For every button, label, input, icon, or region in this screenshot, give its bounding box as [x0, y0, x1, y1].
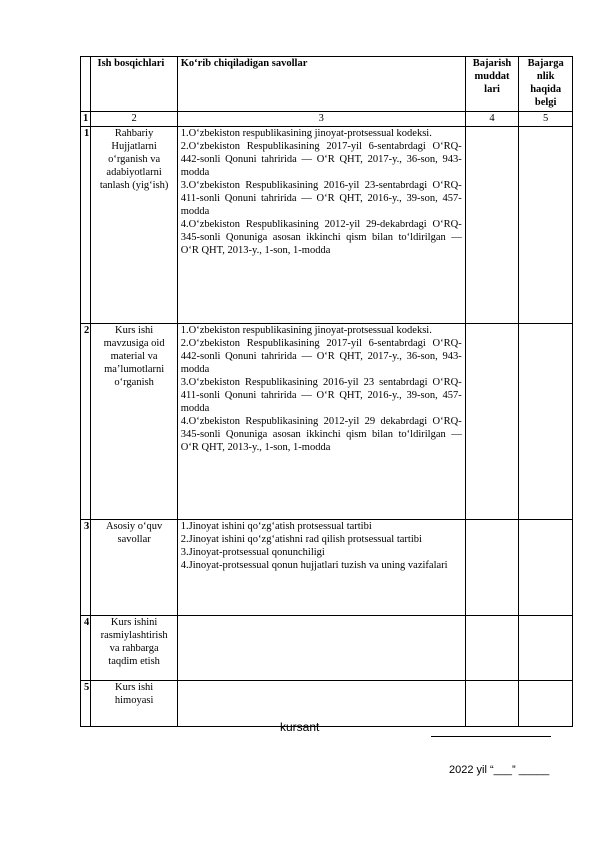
- header-index: [81, 57, 91, 112]
- deadline-cell: [465, 520, 519, 616]
- table-row: [81, 127, 573, 324]
- row-number: 1: [81, 127, 91, 324]
- question-item: 3.O‘zbekiston Respublikasining 2016-yil 23 sentabrdagi O‘RQ-411-sonli Qonuni tahririda — O‘R QHT, 2016-y., 39-son, 457-modda: [180, 377, 462, 414]
- completion-mark-cell: [519, 681, 573, 727]
- question-item: 4.Jinoyat-protsessual qonun hujjatlari tuzish va uning vazifalari: [180, 560, 448, 571]
- questions-cell: [177, 681, 465, 727]
- column-number: 5: [519, 112, 573, 127]
- question-item: 2.O‘zbekiston Respublikasining 2017-yil 6-sentabrdagi O‘RQ-442-sonli Qonuni tahririda — O‘R QHT, 2017-y., 36-son, 943-modda: [180, 338, 462, 375]
- deadline-cell: [465, 127, 519, 324]
- stage-cell: Rahbariy Hujjatlarni o‘rganish va adabiyotlarni tanlash (yig‘ish): [91, 127, 177, 324]
- table-row: [81, 681, 573, 727]
- questions-cell: [177, 324, 465, 520]
- signature-line: [431, 736, 551, 737]
- question-item: 1.O‘zbekiston respublikasining jinoyat-protsessual kodeksi.: [180, 325, 432, 336]
- stage-cell: Kurs ishi himoyasi: [91, 681, 177, 727]
- question-item: 3.O‘zbekiston Respublikasining 2016-yil 23-sentabrdagi O‘RQ-411-sonli Qonuni tahririda — O‘R QHT, 2016-y., 39-son, 457-modda: [180, 180, 462, 217]
- row-number: 2: [81, 324, 91, 520]
- question-item: 4.O‘zbekiston Respublikasining 2012-yil 29-dekabrdagi O‘RQ-345-sonli Qonuniga asosan ikkinchi qism bilan to‘ldirilgan — O‘R QHT, 2013-y., 1-son, 1-modda: [180, 219, 462, 256]
- completion-mark-cell: [519, 520, 573, 616]
- deadline-cell: [465, 616, 519, 681]
- completion-mark-cell: [519, 616, 573, 681]
- question-item: 3.Jinoyat-protsessual qonunchiligi: [180, 547, 325, 558]
- questions-cell: [177, 616, 465, 681]
- question-item: 2.Jinoyat ishini qo‘zg‘atishni rad qilish protsessual tartibi: [180, 534, 422, 545]
- header-completion-mark: Bajarga nlik haqida belgi: [519, 57, 573, 112]
- question-item: 2.O‘zbekiston Respublikasining 2017-yil 6-sentabrdagi O‘RQ-442-sonli Qonuni tahririda — O‘R QHT, 2017-y., 36-son, 943-modda: [180, 141, 462, 178]
- work-plan-table: [80, 56, 573, 727]
- column-number-row: [81, 112, 573, 127]
- table-header-row: [81, 57, 573, 112]
- row-number: 4: [81, 616, 91, 681]
- column-number: 1: [81, 112, 91, 127]
- deadline-cell: [465, 681, 519, 727]
- column-number: 4: [465, 112, 519, 127]
- question-item: 1.Jinoyat ishini qo‘zg‘atish protsessual tartibi: [180, 521, 372, 532]
- stage-cell: Kurs ishi mavzusiga oid material va ma’lumotlarni o‘rganish: [91, 324, 177, 520]
- table-row: [81, 324, 573, 520]
- stage-cell: Kurs ishini rasmiylashtirish va rahbarga taqdim etish: [91, 616, 177, 681]
- table-row: [81, 616, 573, 681]
- row-number: 5: [81, 681, 91, 727]
- column-number: 3: [177, 112, 465, 127]
- header-deadline: Bajarish muddat lari: [465, 57, 519, 112]
- completion-mark-cell: [519, 127, 573, 324]
- completion-mark-cell: [519, 324, 573, 520]
- deadline-cell: [465, 324, 519, 520]
- question-item: 1.O‘zbekiston respublikasining jinoyat-protsessual kodeksi.: [180, 128, 432, 139]
- date-line: 2022 yil “___” _____: [449, 764, 550, 776]
- questions-cell: [177, 520, 465, 616]
- student-label: kursant: [280, 720, 320, 734]
- column-number: 2: [91, 112, 177, 127]
- header-stages: Ish bosqichlari: [91, 57, 177, 112]
- question-item: 4.O‘zbekiston Respublikasining 2012-yil 29 dekabrdagi O‘RQ-345-sonli Qonuniga asosan ikkinchi qism bilan to‘ldirilgan — O‘R QHT, 2013-y., 1-son, 1-modda: [180, 416, 462, 453]
- stage-cell: Asosiy o‘quv savollar: [91, 520, 177, 616]
- table-row: [81, 520, 573, 616]
- header-questions: Ko‘rib chiqiladigan savollar: [177, 57, 465, 112]
- row-number: 3: [81, 520, 91, 616]
- questions-cell: [177, 127, 465, 324]
